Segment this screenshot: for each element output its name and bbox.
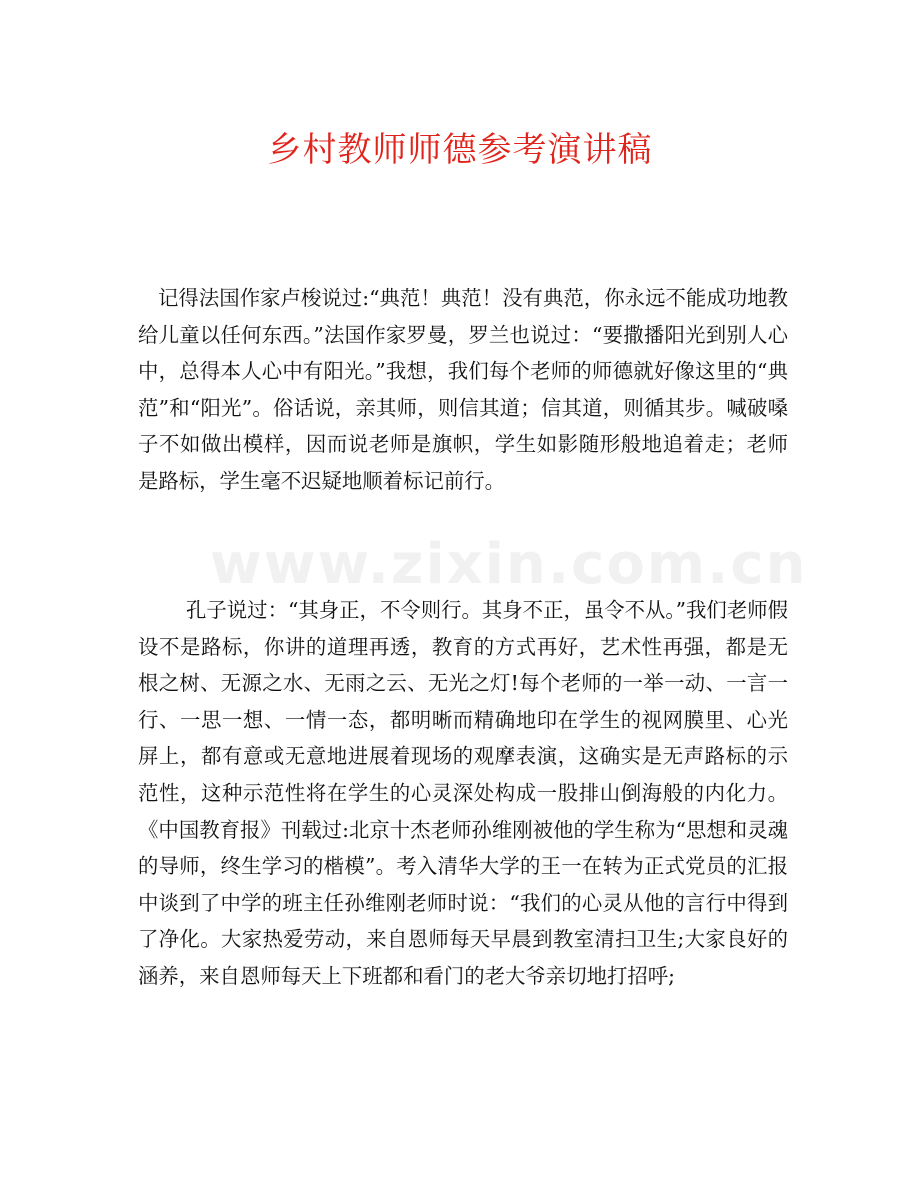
paragraph-2: 孔子说过：“其身正，不令则行。其身不正，虽令不从。”我们老师假设不是路标，你讲的道理再透，教育的方式再好，艺术性再强，都是无根之树、无源之水、无雨之云、无光之灯!每个老师的一举一动、一言一行、一思一想、一情一态，都明晰而精确地印在学生的视网膜里、心光屏上，都有意或无意地进展着现场的观摩表演，这确实是无声路标的示范性，这种示范性将在学生的心灵深处构成一股排山倒海般的内化力。《中国教育报》刊载过:北京十杰老师孙维刚被他的学生称为“思想和灵魂的导师，终生学习的楷模”。考入清华大学的王一在转为正式党员的汇报中谈到了中学的班主任孙维刚老师时说：“我们的心灵从他的言行中得到了净化。大家热爱劳动，来自恩师每天早晨到教室清扫卫生;大家良好的涵养，来自恩师每天上下班都和看门的老大爷亲切地打招呼; — [138, 598, 788, 988]
watermark: www.zixin.com.cn — [210, 532, 808, 597]
document-title: 乡村教师师德参考演讲稿 — [267, 130, 653, 170]
paragraph-1: 记得法国作家卢梭说过:“典范！典范！没有典范，你永远不能成功地教给儿童以任何东西。”法国作家罗曼，罗兰也说过：“要撒播阳光到别人心中，总得本人心中有阳光。”我想，我们每个老师的师德就好像这里的“典范”和“阳光”。俗话说，亲其师，则信其道；信其道，则循其步。喊破嗓子不如做出模样，因而说老师是旗帜，学生如影随形般地追着走；老师是路标，学生毫不迟疑地顺着标记前行。 — [138, 286, 788, 493]
